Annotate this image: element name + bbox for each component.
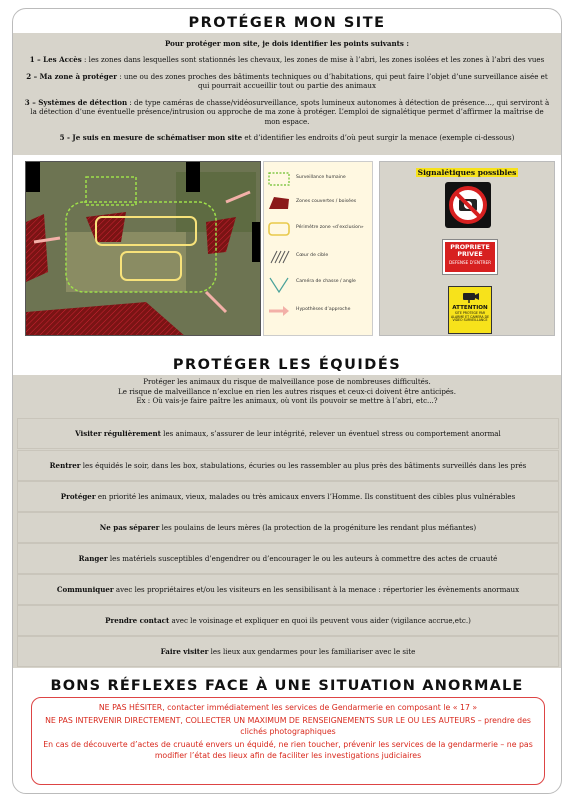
measure-row: Rentrer les équidés le soir, dans les box, stabulations, écuries ou les rassembler au plus près des bâtiments surveillés dans les prés — [17, 450, 559, 481]
site-item-detection: 3 – Systèmes de détection : de type caméras de chasse/vidéosurveillance, spots lumineux autonomes à détection de présence…, qui serviront à la détection d’une éventuelle présence/intrusion ou approche de ma zone à protéger. L’emploi de signalétique permet d’affirmer la maîtrise de mon espace. — [24, 97, 550, 127]
signage-panel — [379, 161, 555, 336]
equides-intro: Protéger les animaux du risque de malveillance pose de nombreuses difficultés. Le risque de malveillance n’exclue en rien les autres risques et ceux-ci doivent être anticipés. Ex : Où vais-je faire paître les animaux, où vont ils pouvoir se mettre à l’abri, etc...? — [13, 375, 561, 415]
site-item-zone: 2 – Ma zone à protéger : une ou des zones proches des bâtiments techniques ou d’habitations, qui peut faire l’objet d’une surveillance aisée et qui pourrait accueillir tout ou partie des animaux — [26, 71, 548, 91]
measure-row: Prendre contact avec le voisinage et expliquer en quoi ils peuvent vous aider (vigilance accrue,etc.) — [17, 605, 559, 636]
signage-title: Signalétiques possibles — [417, 168, 517, 177]
reflex-collect-info: NE PAS INTERVENIR DIRECTEMENT, COLLECTER UN MAXIMUM DE RENSEIGNEMENTS SUR LE OU LES AUTEURS – prendre des clichés photographiques — [45, 716, 531, 737]
reflexes-alert-box — [31, 697, 545, 785]
hatched-square-icon — [268, 250, 290, 264]
camera-angle-icon — [268, 276, 290, 290]
legend-item: Cœur de cible — [268, 248, 372, 270]
legend-item: Caméra de chasse / angle — [268, 274, 372, 296]
section-title-site: PROTÉGER MON SITE — [188, 15, 386, 31]
map-legend — [263, 161, 373, 336]
measure-row: Ne pas séparer les poulains de leurs mères (la protection de la progéniture les rendant plus méfiantes) — [17, 512, 559, 543]
measure-row: Protéger en priorité les animaux, vieux, malades ou très amicaux envers l’Homme. Ils constituent des cibles plus vulnérables — [17, 481, 559, 512]
aerial-map-drawing — [26, 162, 261, 336]
private-property-sign: PROPRIETE PRIVEE DEFENSE D’ENTRER — [443, 240, 497, 274]
reflex-call-17: NE PAS HÉSITER, contacter immédiatement les services de Gendarmerie en composant le « 17 » — [98, 703, 478, 712]
legend-item: Périmètre zone «d’exclusion» — [268, 220, 372, 242]
measure-row: Communiquer avec les propriétaires et/ou les visiteurs en les sensibilisant à la menace : répertorier les évènements anormaux — [17, 574, 559, 605]
reflex-do-not-touch: En cas de découverte d’actes de cruauté envers un équidé, ne rien toucher, prévenir les services de la gendarmerie – ne pas modifier l’état des lieux afin de faciliter les investigations judiciaires — [43, 740, 533, 761]
camera-warning-sign: ATTENTION SITE PROTEGE PAR ALARME ET CAMERA DE VIDEO SURVEILLANCE — [448, 286, 492, 334]
red-hatched-zone-icon — [268, 196, 290, 210]
map-and-signs-area — [13, 155, 561, 353]
site-intro: Pour protéger mon site, je dois identifier les points suivants : — [164, 39, 410, 48]
measure-row: Faire visiter les lieux aux gendarmes pour les familiariser avec le site — [17, 636, 559, 667]
site-item-access: 1 – Les Accès : les zones dans lesquelles sont stationnés les chevaux, les zones de mise à l’abri, les zones isolées et les zones à l’abri des vues — [29, 55, 545, 65]
yellow-rounded-rect-icon — [268, 222, 290, 236]
legend-item: Surveillance humaine — [268, 170, 372, 192]
measure-row: Ranger les matériels susceptibles d’engendrer ou d’encourager le ou les auteurs à commettre des actes de cruauté — [17, 543, 559, 574]
page-frame — [12, 8, 562, 794]
section-title-equides: PROTÉGER LES ÉQUIDÉS — [172, 357, 402, 373]
site-identification-block — [13, 33, 561, 155]
site-item-schema: 5 - Je suis en mesure de schématiser mon site et d’identifier les endroits d’où peut surgir la menace (exemple ci-dessous) — [59, 133, 515, 143]
camera-icon — [462, 290, 480, 304]
measure-row: Visiter régulièrement les animaux, s’assurer de leur intégrité, relever un éventuel stress ou comportement anormal — [17, 418, 559, 449]
equides-measures-list — [13, 414, 561, 668]
legend-item: Zones couvertes / boisées — [268, 194, 372, 216]
approach-arrow-icon — [268, 304, 290, 318]
no-photo-sign-icon — [445, 182, 491, 228]
dashed-green-rect-icon — [268, 172, 290, 186]
section-title-reflexes: BONS RÉFLEXES FACE À UNE SITUATION ANORMALE — [50, 678, 524, 694]
site-aerial-map — [25, 161, 261, 336]
legend-item: Hypothèses d’approche — [268, 302, 372, 324]
